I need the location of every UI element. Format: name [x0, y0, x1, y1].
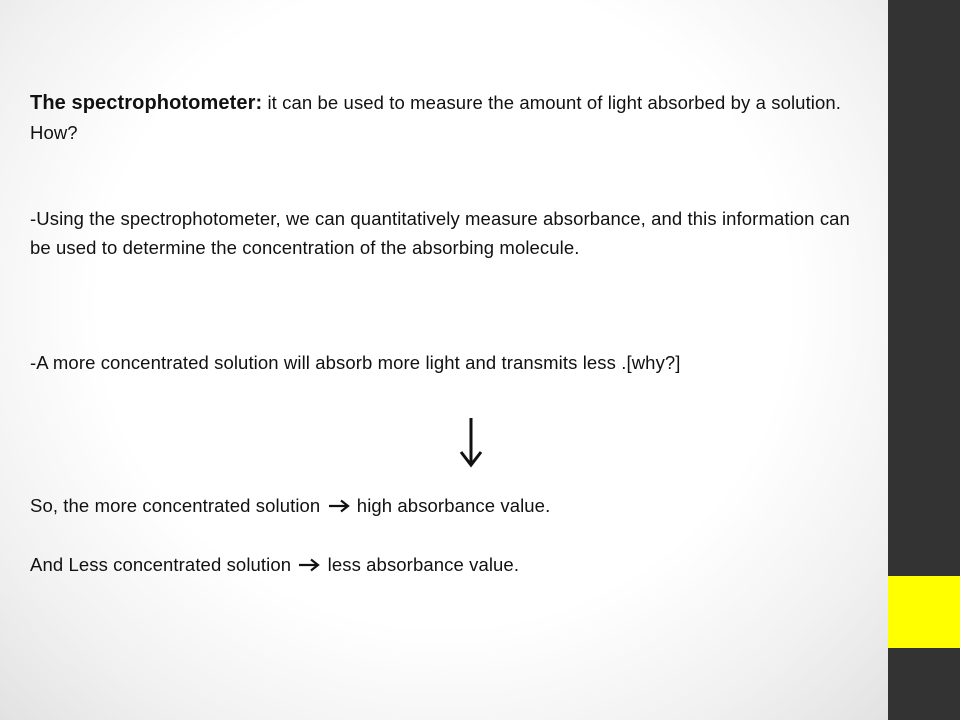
conclusion-high-cause: So, the more concentrated solution	[30, 495, 326, 516]
conclusion-low-cause: And Less concentrated solution	[30, 554, 297, 575]
conclusion-low-effect: less absorbance value.	[322, 554, 520, 575]
right-arrow-icon	[328, 499, 350, 513]
paragraph-using-spectrophotometer: -Using the spectrophotometer, we can quantitatively measure absorbance, and this information can be used to determine the concentration of the absorbing molecule.	[30, 208, 850, 258]
right-arrow-icon	[298, 558, 320, 572]
conclusion-high-effect: high absorbance value.	[351, 495, 551, 516]
slide-heading	[30, 88, 860, 147]
yellow-accent-block	[888, 576, 960, 648]
paragraph-concentrated-solution: -A more concentrated solution will absorb more light and transmits less .[why?]	[30, 352, 681, 373]
down-arrow-icon	[456, 416, 486, 468]
conclusion-high-absorbance	[30, 491, 550, 520]
heading-description: it can be used to measure the amount of light absorbed by a solution. How?	[30, 92, 842, 143]
conclusion-low-absorbance	[30, 550, 519, 579]
decorative-sidebar	[888, 0, 960, 720]
heading-term: The spectrophotometer:	[30, 92, 263, 114]
